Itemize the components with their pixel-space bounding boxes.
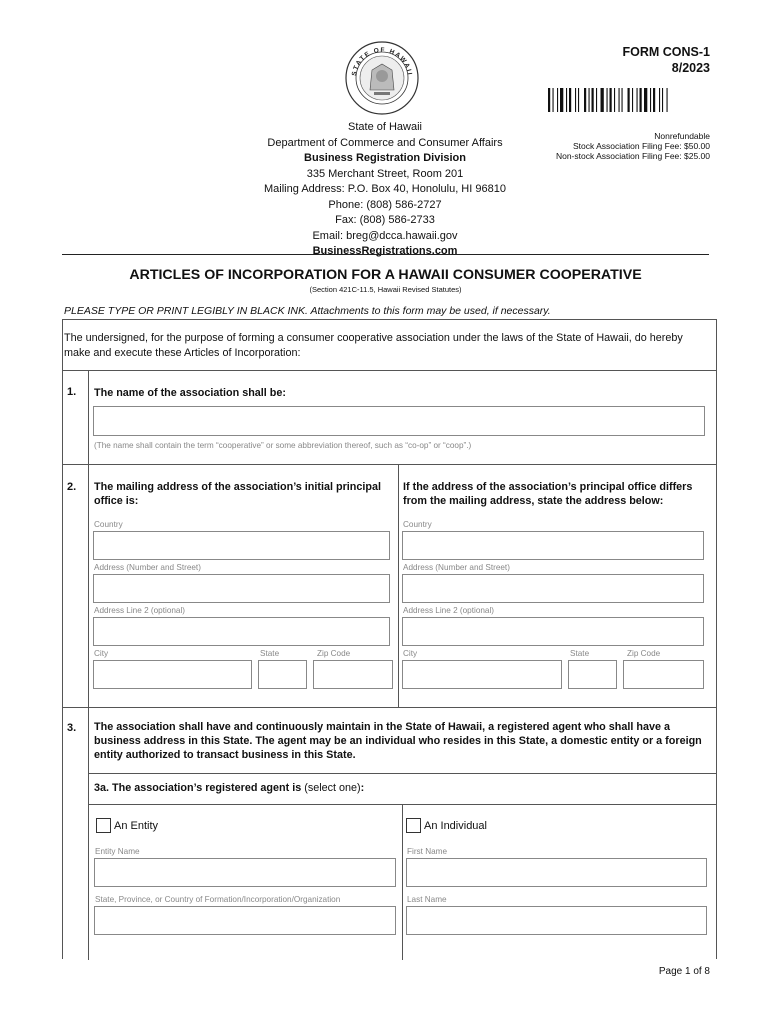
- section-3a-select-one: (select one): [304, 782, 361, 794]
- filing-fees: [556, 131, 710, 161]
- barcode-bar: [548, 88, 550, 112]
- barcode-bar: [659, 88, 660, 112]
- form-id-block: [623, 44, 711, 76]
- agency-division: Business Registration Division: [304, 152, 466, 164]
- principal-country-input[interactable]: [402, 531, 704, 560]
- individual-option-label: An Individual: [424, 820, 487, 832]
- section-2-left-question: The mailing address of the association’s initial principal office is:: [94, 481, 381, 507]
- barcode-bar: [553, 88, 554, 112]
- section-3a-heading: [94, 782, 364, 794]
- statute-reference: (Section 421C-11.5, Hawaii Revised Statutes): [309, 285, 462, 294]
- seal-text: STATE OF HAWAII: [350, 46, 413, 77]
- individual-checkbox[interactable]: [406, 818, 421, 833]
- barcode-bar: [592, 88, 594, 112]
- section-3a-label: 3a. The association’s registered agent is: [94, 782, 302, 794]
- instructions: PLEASE TYPE OR PRINT LEGIBLY IN BLACK INK. Attachments to this form may be used, if necessary.: [64, 305, 551, 317]
- section-3-number: 3.: [67, 722, 77, 734]
- agency-department: Department of Commerce and Consumer Affairs: [267, 136, 503, 149]
- mailing-address2-input[interactable]: [93, 617, 390, 646]
- mailing-zip-input[interactable]: [313, 660, 393, 689]
- address2-label: Address Line 2 (optional): [403, 606, 495, 615]
- entity-name-input[interactable]: [94, 858, 396, 887]
- country-label: Country: [403, 520, 432, 529]
- barcode-bar: [662, 88, 663, 112]
- fee-nonrefundable: Nonrefundable: [654, 131, 710, 141]
- address-label: Address (Number and Street): [94, 563, 201, 572]
- barcode-bar: [566, 88, 567, 112]
- barcode-bar: [614, 88, 615, 112]
- city-label: City: [94, 649, 109, 658]
- fee-nonstock: Non-stock Association Filing Fee: $25.00: [555, 151, 710, 161]
- last-name-input[interactable]: [406, 906, 707, 935]
- agency-website: BusinessRegistrations.com: [312, 245, 458, 257]
- divider: [88, 773, 717, 774]
- agency-fax: Fax: (808) 586-2733: [335, 214, 435, 226]
- column-divider: [402, 804, 403, 960]
- barcode-bar: [596, 88, 597, 112]
- barcode-bar: [632, 88, 633, 112]
- barcode-bar: [628, 88, 630, 112]
- barcode-bar: [653, 88, 655, 112]
- mailing-country-input[interactable]: [93, 531, 390, 560]
- barcode-bar: [601, 88, 604, 112]
- barcode-bar: [622, 88, 623, 112]
- entity-checkbox[interactable]: [96, 818, 111, 833]
- barcode-bar: [569, 88, 571, 112]
- divider: [62, 707, 717, 708]
- state-label: State: [570, 649, 590, 658]
- page-number: Page 1 of 8: [658, 966, 710, 977]
- principal-state-input[interactable]: [568, 660, 617, 689]
- association-name-input[interactable]: [93, 406, 705, 436]
- first-name-input[interactable]: [406, 858, 707, 887]
- form-number: FORM CONS-1: [622, 45, 710, 59]
- mailing-city-input[interactable]: [93, 660, 252, 689]
- address2-label: Address Line 2 (optional): [94, 606, 186, 615]
- last-name-label: Last Name: [407, 895, 447, 904]
- divider: [62, 370, 717, 371]
- barcode-bar: [650, 88, 651, 112]
- barcode-bar: [667, 88, 668, 112]
- barcode-bar: [640, 88, 642, 112]
- form-date: 8/2023: [671, 61, 710, 75]
- fee-stock: Stock Association Filing Fee: $50.00: [572, 141, 710, 151]
- barcode-bar: [607, 88, 608, 112]
- barcode-bar: [557, 88, 558, 112]
- state-formation-label: State, Province, or Country of Formation/Incorporation/Organization: [95, 895, 341, 904]
- section-2-number: 2.: [67, 481, 77, 493]
- name-hint: (The name shall contain the term “cooperative” or some abbreviation thereof, such as “co-op” or “coop”.): [94, 441, 472, 450]
- section-2-right-question: If the address of the association’s principal office differs from the mailing address, state the address below:: [403, 481, 693, 507]
- entity-option-label: An Entity: [114, 820, 159, 832]
- barcode-bar: [589, 88, 590, 112]
- zip-label: Zip Code: [627, 649, 661, 658]
- state-seal-icon: [344, 40, 420, 116]
- intro-text: The undersigned, for the purpose of forming a consumer cooperative association under the laws of the State of Hawaii, do hereby make and execute these Articles of Incorporation:: [64, 332, 683, 359]
- principal-city-input[interactable]: [402, 660, 562, 689]
- state-label: State: [260, 649, 280, 658]
- agency-street: 335 Merchant Street, Room 201: [306, 167, 464, 180]
- barcode-bar: [584, 88, 586, 112]
- mailing-address-input[interactable]: [93, 574, 390, 603]
- principal-address2-input[interactable]: [402, 617, 704, 646]
- section-3a-colon: :: [360, 782, 365, 794]
- column-divider: [398, 464, 399, 707]
- principal-address-input[interactable]: [402, 574, 704, 603]
- page-title: ARTICLES OF INCORPORATION FOR A HAWAII CONSUMER COOPERATIVE: [129, 267, 642, 283]
- header-divider: [62, 254, 709, 255]
- first-name-label: First Name: [407, 847, 448, 856]
- section-1-question: The name of the association shall be:: [94, 387, 286, 399]
- address-label: Address (Number and Street): [403, 563, 510, 572]
- barcode-bar: [619, 88, 620, 112]
- principal-zip-input[interactable]: [623, 660, 704, 689]
- mailing-state-input[interactable]: [258, 660, 307, 689]
- barcode-icon: [548, 88, 710, 112]
- barcode-bar: [644, 88, 647, 112]
- city-label: City: [403, 649, 418, 658]
- agency-phone: Phone: (808) 586-2727: [328, 198, 442, 211]
- barcode-bar: [637, 88, 638, 112]
- barcode-bar: [560, 88, 563, 112]
- barcode-bar: [610, 88, 612, 112]
- agency-state: State of Hawaii: [348, 121, 422, 133]
- section-1-number: 1.: [67, 386, 77, 398]
- agency-mailing: Mailing Address: P.O. Box 40, Honolulu, HI 96810: [264, 183, 506, 195]
- state-formation-input[interactable]: [94, 906, 396, 935]
- section-3-question: The association shall have and continuously maintain in the State of Hawaii, a registered agent who shall have a business address in this State. The agent may be an individual who resides in this State, a domestic entity or a foreign entity authorized to transact business in this State.: [94, 721, 702, 761]
- number-column-divider: [88, 370, 89, 960]
- entity-name-label: Entity Name: [95, 847, 140, 856]
- country-label: Country: [94, 520, 123, 529]
- barcode-bar: [578, 88, 579, 112]
- barcode-bar: [575, 88, 576, 112]
- agency-email: Email: breg@dcca.hawaii.gov: [312, 229, 458, 242]
- agency-address: [230, 120, 540, 260]
- divider: [62, 464, 717, 465]
- zip-label: Zip Code: [317, 649, 351, 658]
